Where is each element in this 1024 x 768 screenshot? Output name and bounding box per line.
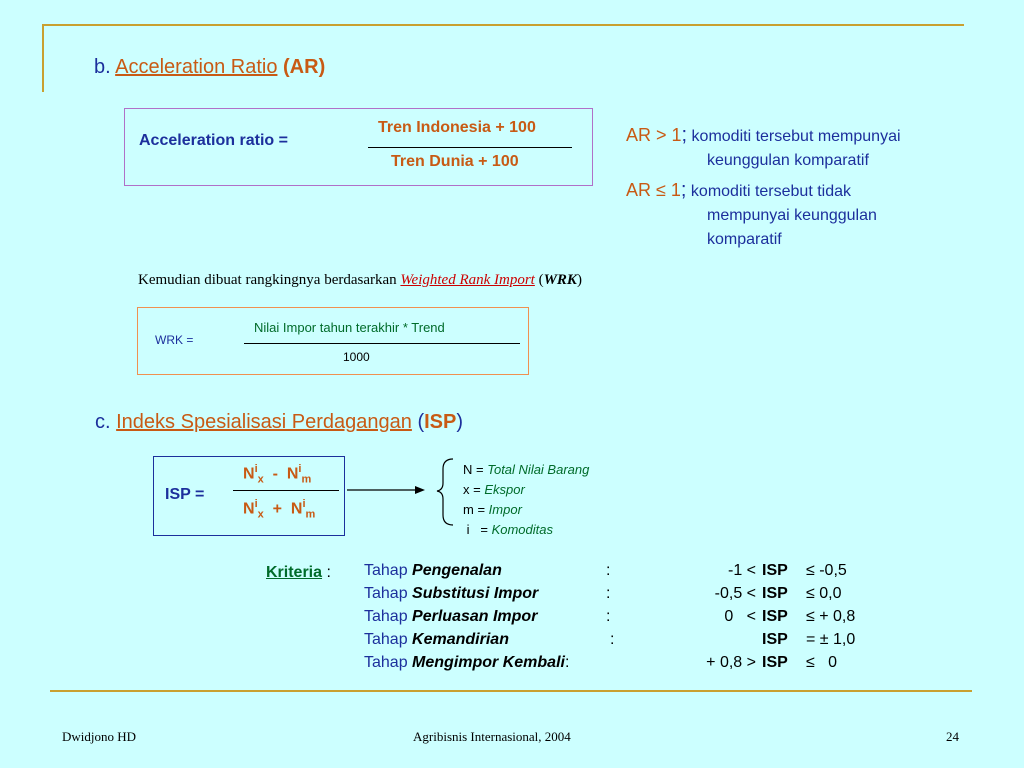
- ar-condition-2-text: komoditi tersebut tidak: [690, 183, 851, 200]
- isp-num-x: x: [257, 473, 264, 486]
- arrow-head-icon: [415, 486, 425, 494]
- left-rule: [42, 24, 44, 92]
- ar-condition-1-sep: ;: [681, 124, 688, 146]
- left-brace-icon: [437, 459, 453, 525]
- wrk-fraction-line: [244, 343, 520, 344]
- section-c-abbr: ISP: [424, 411, 457, 433]
- isp-den-i1: i: [254, 498, 258, 510]
- isp-den-N1: N: [243, 500, 255, 518]
- wrk-numerator: Nilai Impor tahun terakhir * Trend: [254, 320, 445, 335]
- wrk-intro-open: (: [534, 272, 544, 288]
- criteria-row: Tahap Perluasan Impor : 0 < ISP ≤ + 0,8: [364, 608, 856, 625]
- legend-row-m: m = Impor: [463, 502, 522, 517]
- ar-denominator: Tren Dunia + 100: [391, 153, 519, 170]
- legend-row-x: x = Ekspor: [463, 482, 525, 497]
- isp-num-i1: i: [254, 463, 258, 475]
- ar-fraction-line: [368, 147, 572, 148]
- ar-condition-2-expr: AR ≤ 1: [626, 180, 681, 200]
- section-b-abbr: (AR): [283, 56, 326, 78]
- section-c-prefix: c.: [95, 411, 117, 433]
- isp-num-i2: i: [298, 463, 302, 475]
- wrk-denominator: 1000: [343, 350, 370, 364]
- section-b-prefix: b.: [94, 56, 116, 78]
- isp-num-N2: N: [286, 465, 299, 483]
- legend-row-i: i = Komoditas: [463, 522, 553, 537]
- isp-denominator: [243, 498, 315, 521]
- section-c-open: (: [411, 411, 425, 433]
- section-b-title: Acceleration Ratio: [115, 56, 278, 78]
- wrk-intro-close: ): [576, 272, 582, 288]
- wrk-intro-text: Kemudian dibuat rangkingnya berdasarkan: [138, 272, 401, 288]
- isp-den-i2: i: [302, 498, 306, 510]
- section-c-title: Indeks Spesialisasi Perdagangan: [116, 411, 412, 433]
- isp-num-minus: -: [272, 465, 278, 483]
- ar-condition-2-text-3: komparatif: [707, 231, 782, 248]
- footer-author: Dwidjono HD: [62, 729, 137, 744]
- section-c-close: ): [456, 411, 464, 433]
- wrk-formula-label: WRK =: [155, 333, 194, 347]
- arrow-brace-graphic: [345, 455, 465, 535]
- criteria-table: [364, 562, 924, 677]
- wrk-intro-link: Weighted Rank Import: [400, 272, 535, 288]
- isp-den-N2: N: [290, 500, 303, 518]
- isp-den-plus: +: [272, 500, 282, 518]
- top-rule: [42, 24, 964, 26]
- ar-condition-1: [626, 124, 901, 147]
- ar-condition-1-expr: AR > 1: [626, 125, 682, 145]
- criteria-row: Tahap Substitusi Impor : -0,5 < ISP ≤ 0,0: [364, 585, 842, 602]
- footer-page-number: 24: [946, 729, 959, 744]
- ar-condition-2-text-2: mempunyai keunggulan: [707, 207, 877, 224]
- ar-formula-label: Acceleration ratio =: [139, 132, 288, 149]
- criteria-row: Tahap Pengenalan : -1 < ISP ≤ -0,5: [364, 562, 847, 579]
- isp-numerator: [243, 463, 311, 486]
- isp-den-x: x: [257, 508, 264, 521]
- criteria-label-wrap: [266, 564, 331, 582]
- legend-row-N: N = Total Nilai Barang: [463, 462, 590, 477]
- ar-condition-1-text-2: keunggulan komparatif: [707, 152, 869, 169]
- isp-num-N1: N: [243, 465, 255, 483]
- ar-condition-2-sep: ;: [680, 179, 687, 201]
- isp-fraction-line: [233, 490, 339, 491]
- wrk-intro: [138, 272, 582, 289]
- ar-condition-1-text: komoditi tersebut mempunyai: [691, 128, 901, 145]
- section-c-heading: [95, 411, 463, 434]
- isp-den-m: m: [305, 508, 316, 521]
- criteria-row: Tahap Kemandirian : ISP = ± 1,0: [364, 631, 856, 648]
- isp-legend: [463, 460, 589, 540]
- footer-course: Agribisnis Internasional, 2004: [413, 729, 571, 744]
- ar-numerator: Tren Indonesia + 100: [378, 119, 536, 136]
- isp-num-m: m: [301, 473, 312, 486]
- wrk-intro-abbr: WRK: [543, 272, 577, 288]
- ar-condition-2: [626, 179, 851, 202]
- isp-formula-label: ISP =: [165, 486, 205, 503]
- section-b-heading: [94, 56, 325, 79]
- bottom-rule: [50, 690, 972, 692]
- wrk-formula-box: [137, 307, 529, 375]
- criteria-colon: :: [322, 564, 331, 581]
- criteria-label: Kriteria: [266, 564, 323, 581]
- criteria-row: Tahap Mengimpor Kembali: + 0,8 > ISP ≤ 0: [364, 654, 838, 671]
